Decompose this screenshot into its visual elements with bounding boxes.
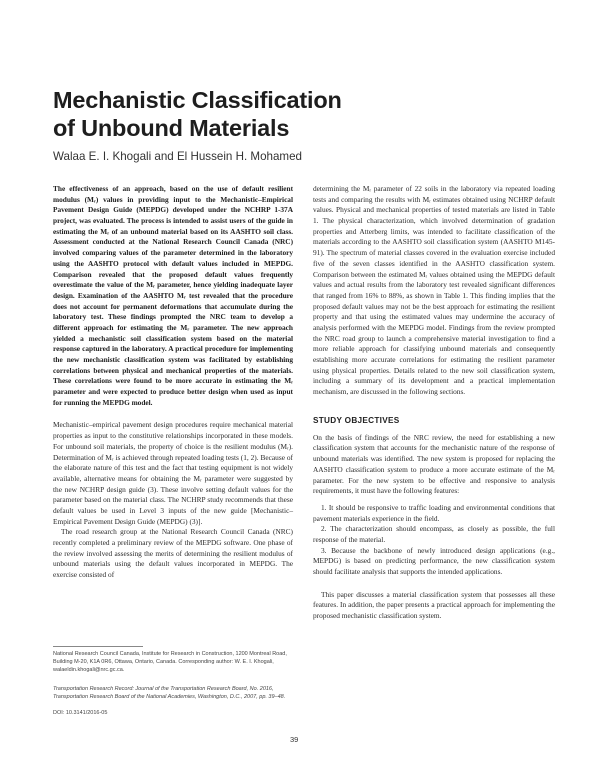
page-number: 39	[290, 735, 299, 744]
intro-paragraph-1: Mechanistic–empirical pavement design procedures require mechanical material properties as input to the constitutive relationships incorporated in these models. For unbound soil materials, the property of choice is the resilient modulus (Mᵣ). Determination of Mᵣ is achieved through repeated loading tests (1, 2). Because of the elaborate nature of this test and the fact that testing equipment is not widely available, alternative means for obtaining the Mᵣ parameter were suggested by the new NCHRP design guide (3). These involve setting default values for the parameter based on the material class. The NCHRP study recommends that these default values be used in Level 3 inputs of the new guide [Mechanistic–Empirical Pavement Design Guide (MEPDG) (3)].	[53, 420, 293, 526]
footnote-divider	[53, 646, 143, 647]
right-column	[313, 184, 555, 622]
objectives-paragraph: On the basis of findings of the NRC review, the need for establishing a new classification system that accounts for the mechanistic nature of the response of unbound materials was identified. The new system is proposed for replacing the AASHTO classification system to produce a more accurate estimate of the Mᵣ parameter. For the new system to be effective and responsive to analysis requirements, it must have the following features:	[313, 432, 555, 496]
section-heading-study-objectives: STUDY OBJECTIVES	[313, 415, 400, 425]
title-line-1: Mechanistic Classification	[53, 87, 342, 113]
feature-item-2: 2. The characterization should encompass, as closely as possible, the full response of the material.	[313, 524, 555, 544]
feature-item-3: 3. Because the backbone of newly introduced design applications (e.g., MEPDG) is based on predicting performance, the new classification system should facilitate analysis that supports the intended applications.	[313, 545, 555, 576]
article-title	[53, 86, 533, 142]
abstract: The effectiveness of an approach, based on the use of default resilient modulus (Mᵣ) values in providing input to the Mechanistic–Empirical Pavement Design Guide (MEPDG) developed under the NCHRP 1-37A project, was evaluated. The process is intended to assist users of the guide in estimating the Mᵣ of an unbound material based on its AASHTO soil class. Assessment conducted at the National Research Council Canada (NRC) involved comparing values of the parameter determined in the laboratory using the AASHTO protocol with default values included in MEPDG. Comparison revealed that the proposed default values frequently overestimate the value of the Mᵣ parameter, hence yielding inadequate layer design. Examination of the AASHTO Mᵣ test revealed that the procedure does not account for permanent deformations that accumulate during the laboratory test. These findings prompted the NRC team to develop a different approach for estimating the Mᵣ parameter. The new approach yielded a mechanistic soil classification system based on the material response captured in the laboratory. A practical procedure for implementing the new mechanistic classification system was facilitated by establishing correlations between physical and mechanical properties of the materials. These correlations were found to be more accurate in estimating the Mᵣ parameter and were expected to produce better design when used as input for running the MEPDG model.	[53, 184, 293, 407]
feature-item-1: 1. It should be responsive to traffic loading and environmental conditions that pavement materials experience in the field.	[313, 502, 555, 523]
right-paragraph-1: determining the Mᵣ parameter of 22 soils in the laboratory via repeated loading tests and comparing the results with Mᵣ estimates obtained using NCHRP default values. Physical and mechanical properties of tested materials are listed in Table 1. The physical characterization, which involved determination of gradation properties and Atterberg limits, was intended to facilitate classification of the materials according to the AASHTO soil classification system (AASHTO M145-91). The spectrum of material classes covered in the evaluation exercise included five of the seven classes identified in the AASHTO classification system. Comparison between the estimated Mᵣ values obtained using the MEPDG default values and actual results from the laboratory test revealed significant differences that ranged from 16% to 88%, as shown in Table 1. This finding implies that the proposed default values may not be the best approach for estimating the resilient property and that using the estimated values may undermine the accuracy of analysis performed with the MEPDG model. Findings from the review prompted the NRC road group to launch a comprehensive material investigation to find a more reliable approach for classifying unbound materials and consequently establishing more accurate correlations for estimating the resilient parameter using physical properties. Details related to the new soil classification system, including a summary of its development and a practical implementation mechanism, are discussed in the following sections.	[313, 184, 555, 397]
footnote-affiliation: National Research Council Canada, Institute for Research in Construction, 1200 Montreal Road, Building M-20, K1A 0R6, Ottawa, Ontario, Canada. Corresponding author: W. E. I. Khogali, walaeldin.khogali@nrc.gc.ca.	[53, 651, 287, 674]
title-line-2: of Unbound Materials	[53, 115, 290, 141]
left-column	[53, 184, 293, 581]
closing-paragraph: This paper discusses a material classification system that possesses all these features. In addition, the paper presents a practical approach for implementing the proposed mechanistic classification system.	[313, 589, 555, 621]
authors: Walaa E. I. Khogali and El Hussein H. Mohamed	[53, 150, 302, 163]
footnote-journal: Transportation Research Record: Journal of the Transportation Research Board, No. 2016, Transportation Research Board of the National Academies, Washington, D.C., 2007, pp. 39–48.	[53, 686, 286, 701]
footnote-doi: DOI: 10.3141/2016-05	[53, 710, 108, 716]
intro-paragraph-2: The road research group at the National Research Council Canada (NRC) recently completed a preliminary review of the MEPDG software. One phase of the review involved assessing the merits of determining the resilient modulus of unbound materials using the default values incorporated in MEPDG. The exercise consisted of	[53, 527, 293, 580]
